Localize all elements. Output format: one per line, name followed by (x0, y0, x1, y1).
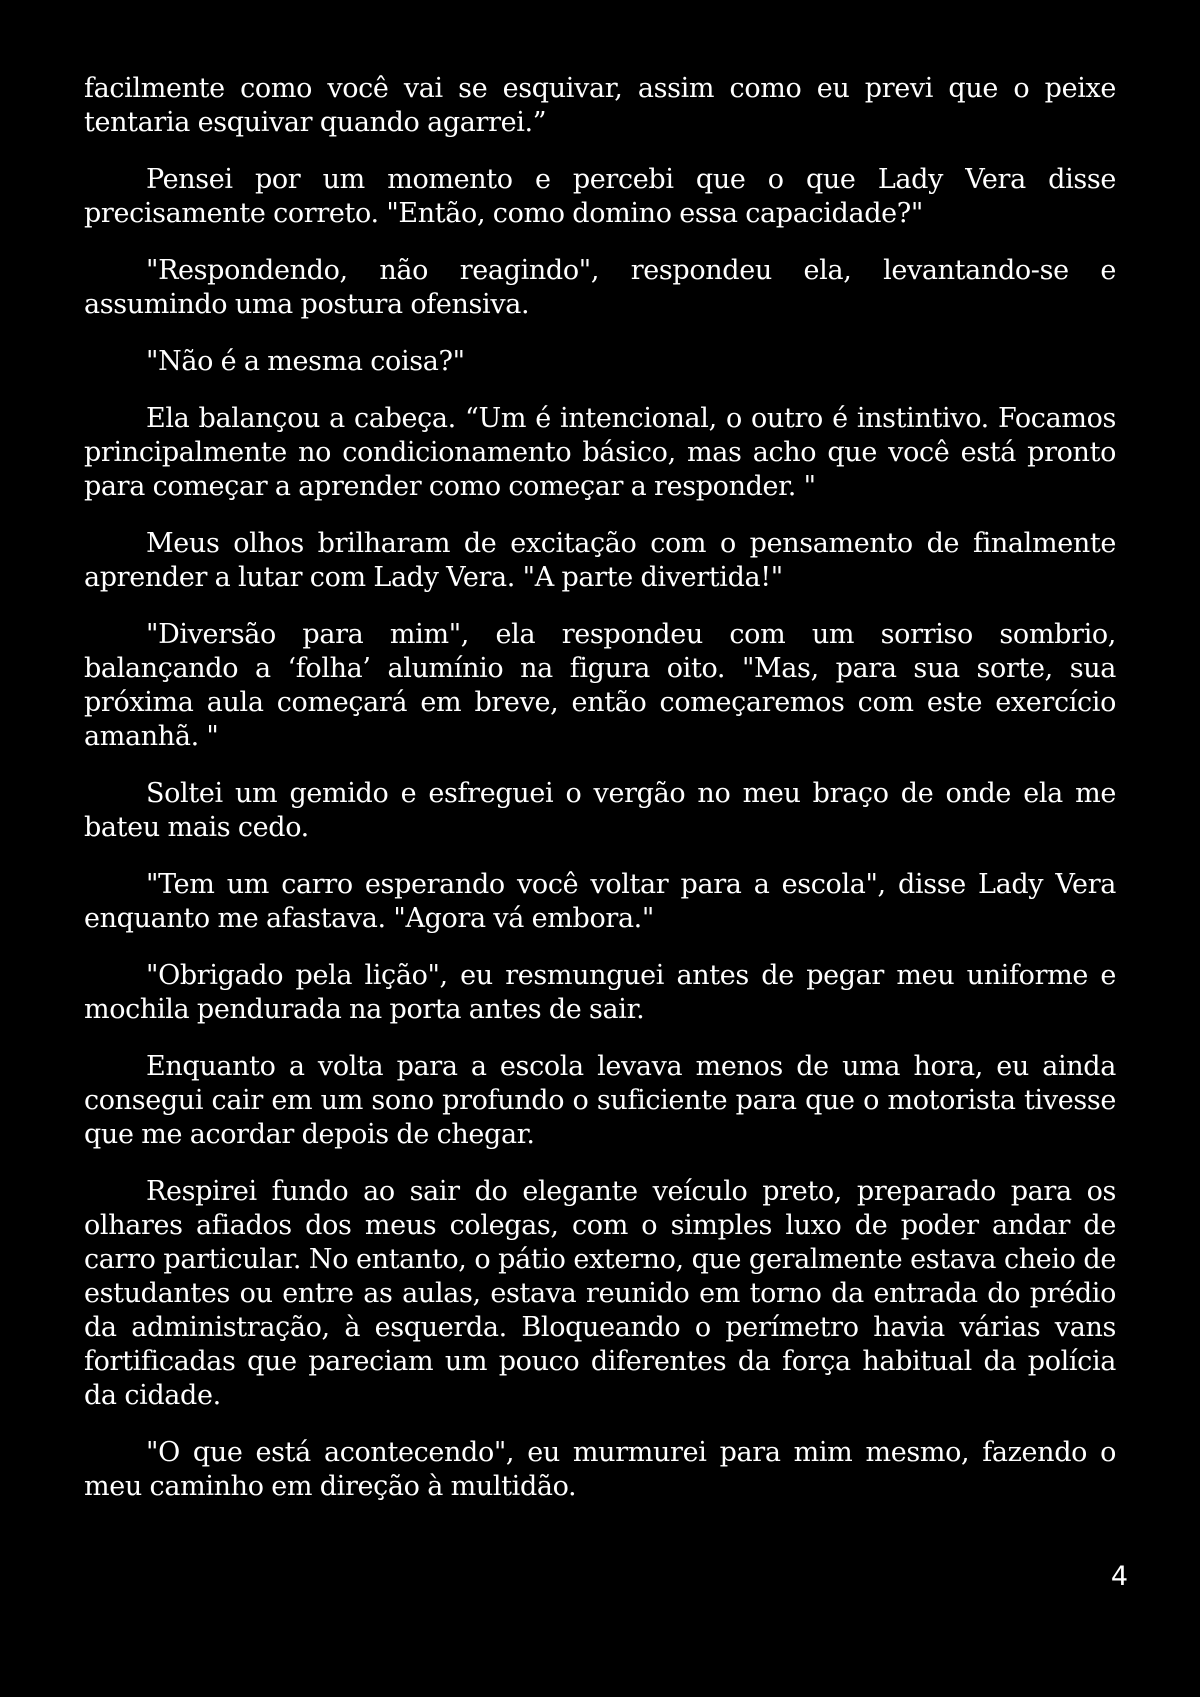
paragraph: Respirei fundo ao sair do elegante veículo preto, preparado para os olhares afiados dos meus colegas, com o simples luxo de poder andar de carro particular. No entanto, o pátio externo, que geralmente estava cheio de estudantes ou entre as aulas, estava reunido em torno da entrada do prédio da administração, à esquerda. Bloqueando o perímetro havia várias vans fortificadas que pareciam um pouco diferentes da força habitual da polícia da cidade. (84, 1176, 1116, 1411)
page-body (84, 72, 1116, 1527)
paragraph: Pensei por um momento e percebi que o que Lady Vera disse precisamente correto. "Então, como domino essa capacidade?" (84, 164, 1116, 229)
paragraph: "Diversão para mim", ela respondeu com um sorriso sombrio, balançando a ‘folha’ alumínio na figura oito. "Mas, para sua sorte, sua próxima aula começará em breve, então começaremos com este exercício amanhã. " (84, 619, 1116, 752)
paragraph: "Obrigado pela lição", eu resmunguei antes de pegar meu uniforme e mochila pendurada na porta antes de sair. (84, 960, 1116, 1025)
paragraph: "Tem um carro esperando você voltar para a escola", disse Lady Vera enquanto me afastava. "Agora vá embora." (84, 869, 1116, 934)
paragraph: Enquanto a volta para a escola levava menos de uma hora, eu ainda consegui cair em um sono profundo o suficiente para que o motorista tivesse que me acordar depois de chegar. (84, 1051, 1116, 1150)
paragraph: Meus olhos brilharam de excitação com o pensamento de finalmente aprender a lutar com Lady Vera. "A parte divertida!" (84, 528, 1116, 593)
paragraph-continuation: facilmente como você vai se esquivar, assim como eu previ que o peixe tentaria esquivar quando agarrei.” (84, 73, 1116, 138)
paragraph: Soltei um gemido e esfreguei o vergão no meu braço de onde ela me bateu mais cedo. (84, 778, 1116, 843)
page-number: 4 (1110, 1561, 1128, 1592)
paragraph: "Não é a mesma coisa?" (146, 346, 465, 377)
paragraph: "Respondendo, não reagindo", respondeu ela, levantando-se e assumindo uma postura ofensiva. (84, 255, 1116, 320)
paragraph: Ela balançou a cabeça. “Um é intencional, o outro é instintivo. Focamos principalmente no condicionamento básico, mas acho que você está pronto para começar a aprender como começar a responder. " (84, 403, 1116, 502)
paragraph: "O que está acontecendo", eu murmurei para mim mesmo, fazendo o meu caminho em direção à multidão. (84, 1437, 1116, 1502)
